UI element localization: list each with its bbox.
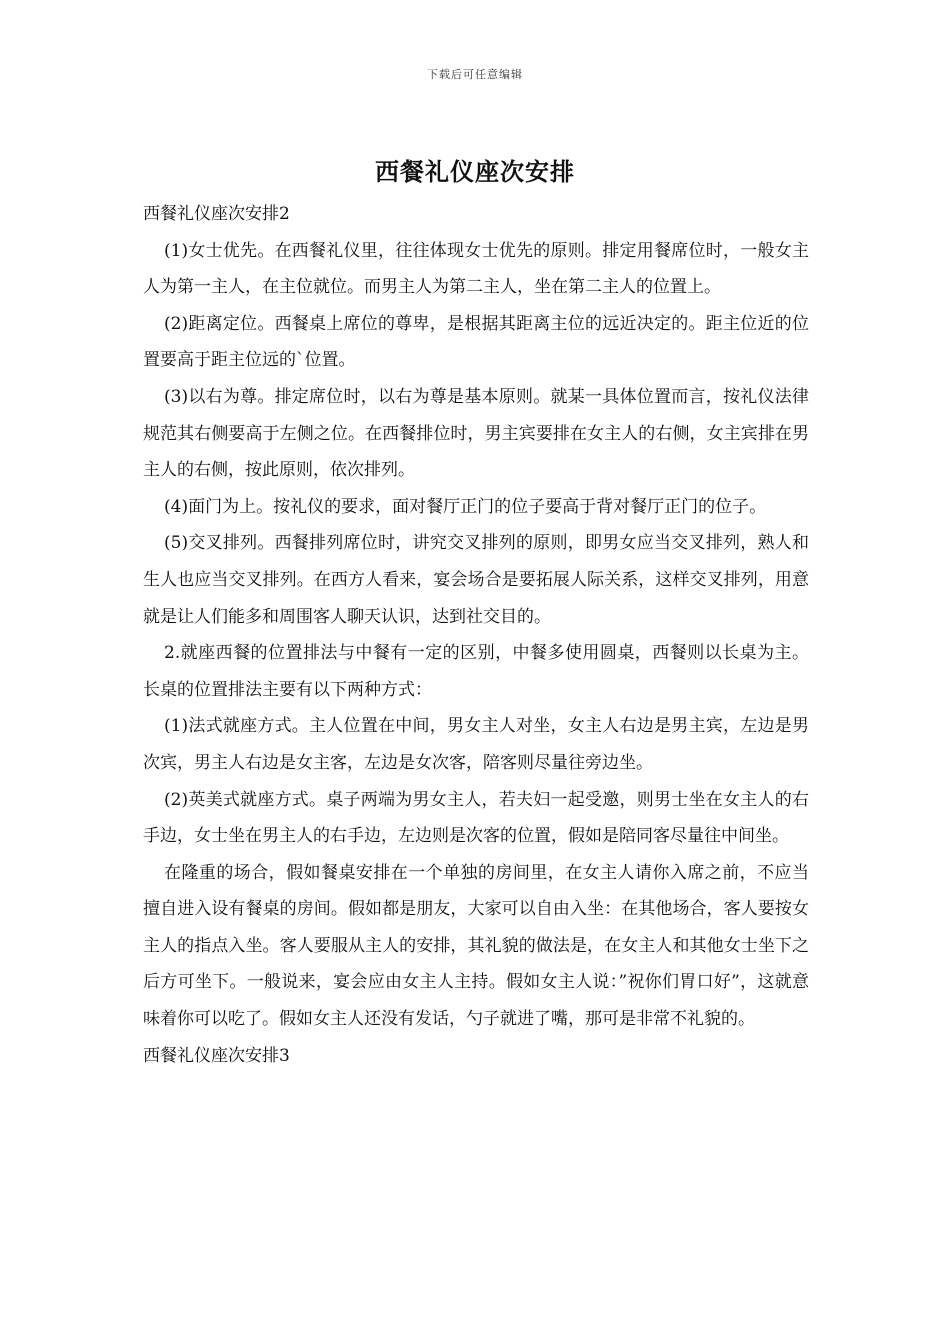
header-note: 下载后可任意编辑 [427,68,523,81]
paragraph: (4)面门为上。按礼仪的要求，面对餐厅正门的位子要高于背对餐厅正门的位子。 [164,496,767,517]
section-heading: 西餐礼仪座次安排3 [143,1045,290,1066]
paragraph: (1)女士优先。在西餐礼仪里，往往体现女士优先的原则。排定用餐席位时，一般女主人为第一主人，在主位就位。而男主人为第二主人，坐在第二主人的位置上。 [143,240,809,298]
section-heading: 西餐礼仪座次安排2 [143,204,290,224]
paragraph: 在隆重的场合，假如餐桌安排在一个单独的房间里，在女主人请你入席之前，不应当擅自进入设有餐桌的房间。假如都是朋友，大家可以自由入坐：在其他场合，客人要按女主人的指点入坐。客人要服从主人的安排，其礼貌的做法是，在女主人和其他女士坐下之后方可坐下。一般说来，宴会应由女主人主持。假如女主人说：”祝你们胃口好”，这就意味着你可以吃了。假如女主人还没有发话，勺子就进了嘴，那可是非常不礼貌的。 [143,862,809,1030]
paragraph: (3)以右为尊。排定席位时，以右为尊是基本原则。就某一具体位置而言，按礼仪法律规范其右侧要高于左侧之位。在西餐排位时，男主宾要排在女主人的右侧，女主宾排在男主人的右侧，按此原则，依次排列。 [143,386,809,481]
document-body [143,196,809,1074]
paragraph: (2)距离定位。西餐桌上席位的尊卑，是根据其距离主位的远近决定的。距主位近的位置要高于距主位远的`位置。 [143,313,809,371]
paragraph: (1)法式就座方式。主人位置在中间，男女主人对坐，女主人右边是男主宾，左边是男次宾，男主人右边是女主客，左边是女次客，陪客则尽量往旁边坐。 [143,716,809,773]
paragraph: 2.就座西餐的位置排法与中餐有一定的区别，中餐多使用圆桌，西餐则以长桌为主。长桌的位置排法主要有以下两种方式： [143,643,809,700]
page-title: 西餐礼仪座次安排 [375,157,575,186]
paragraph: (5)交叉排列。西餐排列席位时，讲究交叉排列的原则，即男女应当交叉排列，熟人和生人也应当交叉排列。在西方人看来，宴会场合是要拓展人际关系，这样交叉排列，用意就是让人们能多和周围客人聊天认识，达到社交目的。 [143,533,809,627]
paragraph: (2)英美式就座方式。桌子两端为男女主人，若夫妇一起受邀，则男士坐在女主人的右手边，女士坐在男主人的右手边，左边则是次客的位置，假如是陪同客尽量往中间坐。 [143,789,809,847]
